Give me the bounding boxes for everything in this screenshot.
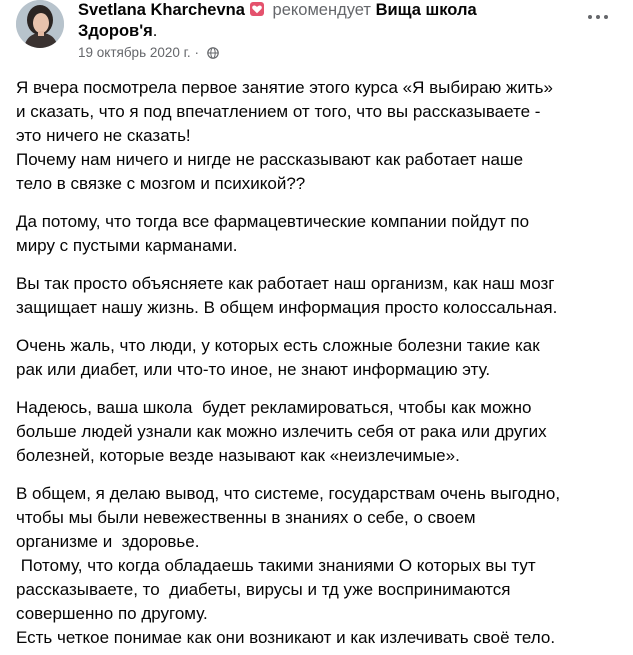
- post-paragraph: [16, 396, 620, 468]
- post-header: [16, 0, 616, 70]
- page-name-continued[interactable]: Здоров'я: [78, 22, 153, 40]
- post-text-line: болезней, которые везде называют как «неизлечимые».: [16, 446, 460, 465]
- page-name[interactable]: Вища школа: [375, 1, 477, 19]
- post-text-line: рассказываете, то диабеты, вирусы и тд уже воспринимаются: [16, 580, 511, 599]
- post-text-line: чтобы мы были невежественны в знаниях о себе, о своем: [16, 508, 476, 527]
- post-text-line: тело в связке с мозгом и психикой??: [16, 174, 306, 193]
- post-text-line: миру с пустыми карманами.: [16, 236, 238, 255]
- meta-separator: ·: [194, 45, 199, 60]
- post-text-line: Надеюсь, ваша школа будет рекламироваться, чтобы как можно: [16, 398, 532, 417]
- post-text-line: Почему нам ничего и нигде не рассказывают как работает наше: [16, 150, 524, 169]
- more-options-icon[interactable]: [580, 4, 616, 30]
- author-name[interactable]: Svetlana Kharchevna: [78, 1, 245, 19]
- post-text-line: Да потому, что тогда все фармацевтические компании пойдут по: [16, 212, 530, 231]
- recommend-heart-icon: [250, 2, 264, 16]
- post-text-line: защищает нашу жизнь. В общем информация просто колоссальная.: [16, 298, 558, 317]
- more-dot: [596, 15, 601, 20]
- header-period: .: [152, 22, 158, 40]
- post-text-line: организме и здоровье.: [16, 532, 200, 551]
- recommends-verb: рекомендует: [272, 1, 371, 19]
- avatar[interactable]: [16, 0, 64, 48]
- post-text-line: В общем, я делаю вывод, что системе, государствам очень выгодно,: [16, 484, 561, 503]
- more-dot: [588, 15, 593, 20]
- post-text-line: Есть четкое понимае как они возникают и как излечивать своё тело.: [16, 628, 556, 647]
- post-text-line: и сказать, что я под впечатлением от того, что вы рассказываете -: [16, 102, 541, 121]
- post-paragraph: [16, 482, 620, 650]
- more-dot: [604, 15, 609, 20]
- post-date[interactable]: 19 октябрь 2020 г.: [78, 45, 191, 60]
- post-header-text: [78, 0, 558, 64]
- post-body: [16, 76, 620, 655]
- post-meta: [78, 44, 558, 64]
- post-text-line: это ничего не сказать!: [16, 126, 191, 145]
- post-text-line: Очень жаль, что люди, у которых есть сложные болезни такие как: [16, 336, 540, 355]
- post-paragraph: [16, 210, 620, 258]
- post-text-line: больше людей узнали как можно излечить себя от рака или других: [16, 422, 547, 441]
- post-text-line: Вы так просто объясняете как работает наш организм, как наш мозг: [16, 274, 555, 293]
- post-text-line: рак или диабет, или что-то иное, не знают информацию эту.: [16, 360, 491, 379]
- post-text-line: Я вчера посмотрела первое занятие этого курса «Я выбираю жить»: [16, 78, 553, 97]
- post-paragraph: [16, 334, 620, 382]
- globe-icon[interactable]: [207, 46, 219, 64]
- post-text-line: совершенно по другому.: [16, 604, 208, 623]
- post-paragraph: [16, 272, 620, 320]
- post-text-line: Потому, что когда обладаешь такими знаниями О которых вы тут: [16, 556, 536, 575]
- post-paragraph: [16, 76, 620, 196]
